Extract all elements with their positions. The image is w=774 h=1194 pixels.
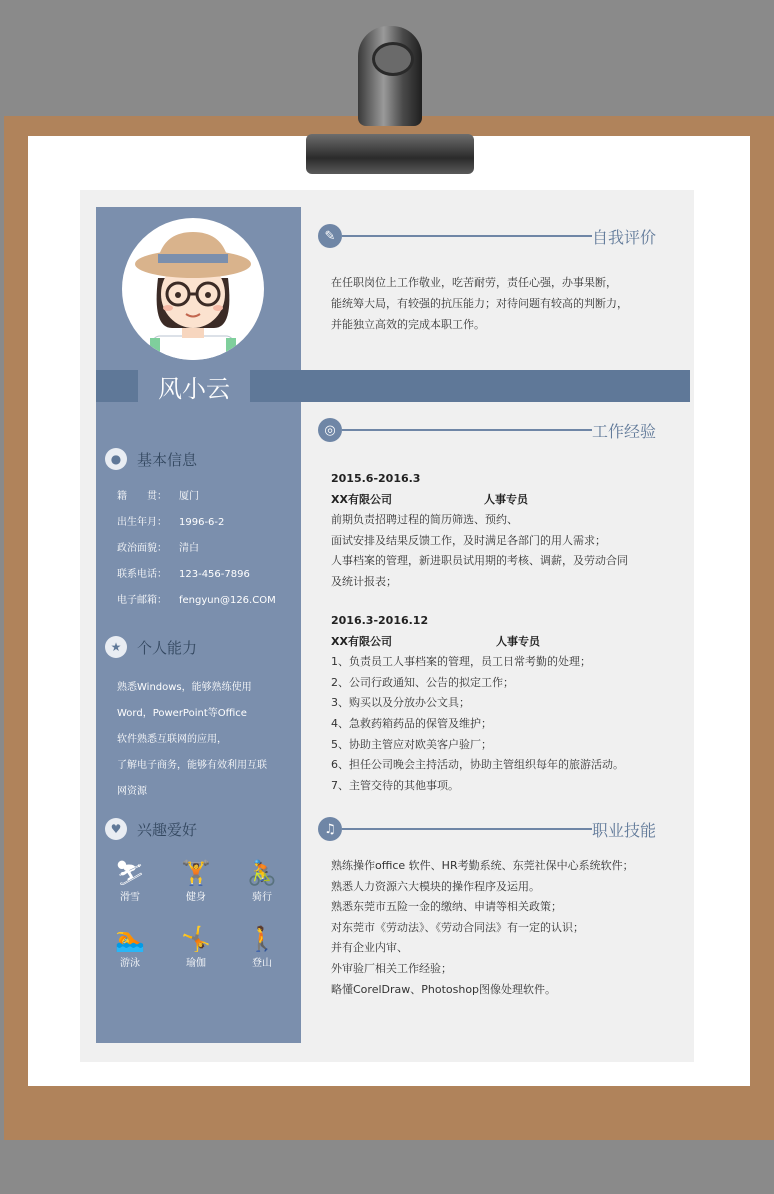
hobby-cycling: 🚴 骑行 xyxy=(240,858,284,903)
job-1: 2015.6-2016.3 XX有限公司 人事专员 前期负责招聘过程的简历筛选、预约、 面试安排及结果反馈工作，及时满足各部门的用人需求； 人事档案的管理，新进职员试用期的考核、调薪，及劳动合同 及统计报表； xyxy=(331,469,681,593)
info-row-hometown: 籍 贯： 厦门 xyxy=(117,491,199,502)
hobby-swimming: 🏊 游泳 xyxy=(108,924,152,969)
target-icon: ◎ xyxy=(318,418,342,442)
self-eval-text: 在任职岗位上工作敬业，吃苦耐劳，责任心强，办事果断， 能统筹大局，有较强的抗压能力；对待问题有较高的判断力， 并能独立高效的完成本职工作。 xyxy=(331,276,628,331)
self-eval-title: 自我评价 xyxy=(591,228,656,247)
swimming-icon: 🏊 xyxy=(115,925,145,953)
info-row-political: 政治面貌： 清白 xyxy=(117,543,199,554)
ability-title: 个人能力 xyxy=(137,638,198,657)
binder-clip-icon xyxy=(358,26,422,126)
person-name: 风小云 xyxy=(138,366,250,406)
divider xyxy=(342,235,592,237)
job-2: 2016.3-2016.12 XX有限公司 人事专员 1、负责员工人事档案的管理，员工日常考勤的处理； 2、公司行政通知、公告的拟定工作； 3、购买以及分放办公文具； 4、急救药箱药品的保管及维护； 5、协助主管应对欧美客户验厂； 6、担任公司晚会主持活动，协助主管组织每年的旅游活动。 7、主管交待的其他事项。 xyxy=(331,611,681,796)
info-row-phone: 联系电话： 123-456-7896 xyxy=(117,569,250,580)
experience-heading xyxy=(318,417,658,443)
self-eval-heading xyxy=(318,223,658,249)
fitness-icon: 🏋 xyxy=(181,859,211,887)
job-1-period: 2015.6-2016.3 xyxy=(331,472,421,485)
skills-title: 职业技能 xyxy=(591,821,656,840)
hobby-hiking: 🚶 登山 xyxy=(240,924,284,969)
hobbies-heading xyxy=(105,818,197,840)
info-row-birth: 出生年月： 1996-6-2 xyxy=(117,517,225,528)
yoga-icon: 🤸 xyxy=(181,925,211,953)
job-1-title-row: XX有限公司 人事专员 xyxy=(331,492,528,506)
basic-info-title: 基本信息 xyxy=(137,450,198,469)
star-icon: ★ xyxy=(105,636,127,658)
cycling-icon: 🚴 xyxy=(247,859,277,887)
divider xyxy=(342,429,592,431)
skiing-icon: ⛷ xyxy=(114,859,146,887)
divider xyxy=(342,828,592,830)
hobby-skiing: ⛷ 滑雪 xyxy=(108,858,152,903)
skills-text: 熟练操作office 软件、HR考勤系统、东莞社保中心系统软件； 熟悉人力资源六大模块的操作程序及运用。 熟悉东莞市五险一金的缴纳、申请等相关政策； 对东莞市《劳动法》、《劳动合同法》有一定的认识； 并有企业内审、 外审验厂相关工作经验； 略懂CorelDraw、Photoshop图像处理软件。 xyxy=(331,859,634,996)
avatar-illustration-icon xyxy=(122,218,264,360)
hobby-yoga: 🤸 瑜伽 xyxy=(174,924,218,969)
hiking-icon: 🚶 xyxy=(247,925,277,953)
ability-text: 熟悉Windows，能够熟练使用 Word，PowerPoint等Office 软件熟悉互联网的应用， 了解电子商务，能够有效利用互联 网资源 xyxy=(117,682,267,797)
ability-heading xyxy=(105,636,197,658)
basic-info-heading xyxy=(105,448,197,470)
music-note-icon: ♫ xyxy=(318,817,342,841)
person-icon: ● xyxy=(105,448,127,470)
skills-heading xyxy=(318,816,658,842)
experience-title: 工作经验 xyxy=(591,422,656,441)
hobby-fitness: 🏋 健身 xyxy=(174,858,218,903)
info-row-email: 电子邮箱： fengyun@126.COM xyxy=(117,595,276,606)
hobbies-title: 兴趣爱好 xyxy=(137,820,198,839)
job-2-title-row: XX有限公司 人事专员 xyxy=(331,634,540,648)
heart-icon: ♥ xyxy=(105,818,127,840)
job-2-period: 2016.3-2016.12 xyxy=(331,614,429,627)
avatar xyxy=(122,218,264,360)
microphone-icon: ✎ xyxy=(318,224,342,248)
binder-clip-base xyxy=(306,134,474,174)
